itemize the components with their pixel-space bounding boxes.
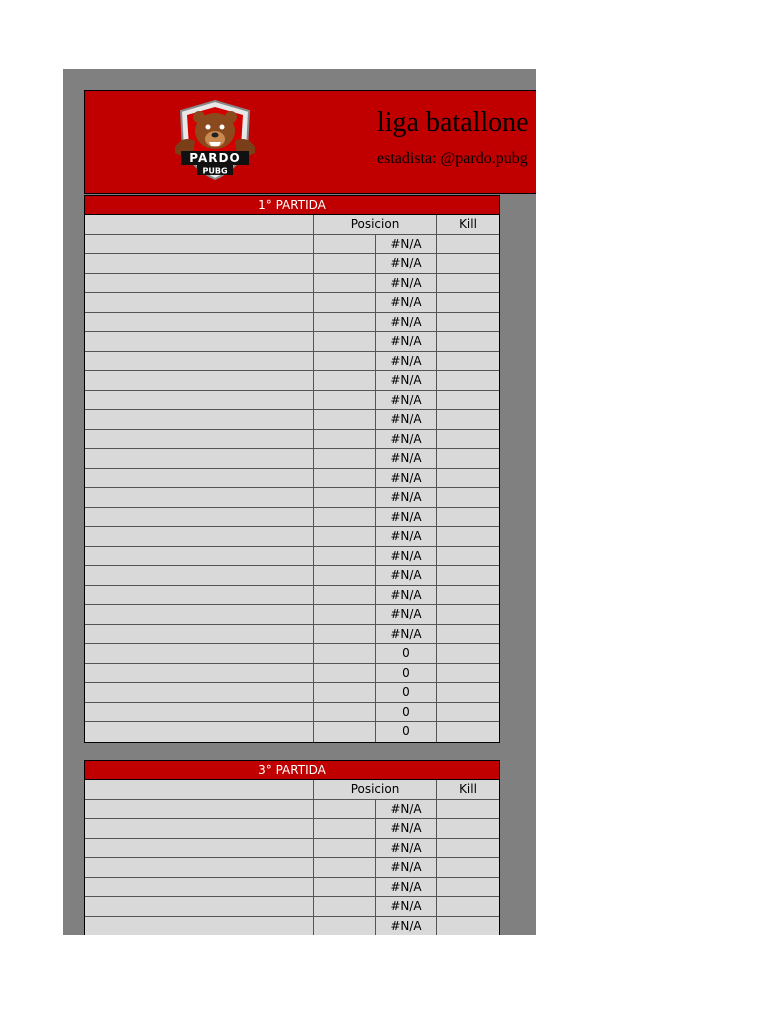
player-name-cell[interactable]: [85, 625, 314, 644]
statistician-credit: estadista: @pardo.pubg: [377, 150, 528, 167]
position-points-cell[interactable]: #N/A: [376, 449, 437, 468]
logo-text-bottom: PUBG: [202, 166, 228, 176]
position-points-cell[interactable]: #N/A: [376, 371, 437, 390]
kill-cell[interactable]: [437, 858, 499, 877]
kill-cell[interactable]: [437, 449, 499, 468]
position-points-cell[interactable]: #N/A: [376, 391, 437, 410]
kill-column-header: Kill: [459, 217, 477, 231]
position-points-cell[interactable]: #N/A: [376, 313, 437, 332]
position-input-cell[interactable]: [314, 235, 376, 254]
position-points-cell[interactable]: #N/A: [376, 625, 437, 644]
table-row: [85, 430, 499, 450]
position-points-cell[interactable]: 0: [376, 644, 437, 663]
position-input-cell[interactable]: [314, 839, 376, 858]
position-points-cell[interactable]: 0: [376, 664, 437, 683]
table-row: [85, 449, 499, 469]
kill-cell[interactable]: [437, 274, 499, 293]
player-name-cell[interactable]: [85, 254, 314, 273]
player-name-cell[interactable]: [85, 819, 314, 838]
position-input-cell[interactable]: [314, 352, 376, 371]
position-input-cell[interactable]: [314, 488, 376, 507]
position-points-cell[interactable]: 0: [376, 703, 437, 722]
kill-cell[interactable]: [437, 235, 499, 254]
table-row: [85, 313, 499, 333]
position-input-cell[interactable]: [314, 644, 376, 663]
player-name-cell[interactable]: [85, 410, 314, 429]
player-name-header: [85, 780, 314, 799]
position-points-cell[interactable]: #N/A: [376, 352, 437, 371]
position-input-cell[interactable]: [314, 625, 376, 644]
kill-cell[interactable]: [437, 391, 499, 410]
player-name-cell[interactable]: [85, 566, 314, 585]
player-name-cell[interactable]: [85, 449, 314, 468]
player-name-cell[interactable]: [85, 274, 314, 293]
position-input-cell[interactable]: [314, 703, 376, 722]
position-points-cell[interactable]: #N/A: [376, 527, 437, 546]
player-name-cell[interactable]: [85, 430, 314, 449]
logo-text-top: PARDO: [189, 151, 241, 165]
kill-cell[interactable]: [437, 547, 499, 566]
pardo-pubg-logo: [167, 97, 263, 185]
position-input-cell[interactable]: [314, 819, 376, 838]
position-input-cell[interactable]: [314, 508, 376, 527]
kill-cell[interactable]: [437, 332, 499, 351]
table-row: [85, 469, 499, 489]
table-row: [85, 858, 499, 878]
position-points-cell[interactable]: #N/A: [376, 819, 437, 838]
kill-cell[interactable]: [437, 819, 499, 838]
player-name-cell[interactable]: [85, 605, 314, 624]
position-points-cell[interactable]: 0: [376, 683, 437, 702]
position-input-cell[interactable]: [314, 605, 376, 624]
player-name-cell[interactable]: [85, 488, 314, 507]
position-input-cell[interactable]: [314, 586, 376, 605]
player-name-cell[interactable]: [85, 293, 314, 312]
position-input-cell[interactable]: [314, 566, 376, 585]
match-3-table: [84, 760, 500, 935]
player-name-cell[interactable]: [85, 664, 314, 683]
position-points-cell[interactable]: #N/A: [376, 430, 437, 449]
match-3-header-row: [85, 780, 499, 800]
table-row: [85, 332, 499, 352]
kill-cell[interactable]: [437, 683, 499, 702]
table-row: [85, 625, 499, 645]
table-row: [85, 800, 499, 820]
league-title: liga batallone: [377, 107, 529, 138]
table-row: [85, 293, 499, 313]
kill-cell[interactable]: [437, 839, 499, 858]
kill-cell[interactable]: [437, 313, 499, 332]
player-name-cell[interactable]: [85, 391, 314, 410]
player-name-cell[interactable]: [85, 352, 314, 371]
player-name-cell[interactable]: [85, 313, 314, 332]
kill-cell[interactable]: [437, 371, 499, 390]
position-points-cell[interactable]: #N/A: [376, 800, 437, 819]
position-points-cell[interactable]: #N/A: [376, 839, 437, 858]
kill-cell[interactable]: [437, 917, 499, 936]
position-input-cell[interactable]: [314, 878, 376, 897]
player-name-header: [85, 215, 314, 234]
player-name-cell[interactable]: [85, 371, 314, 390]
player-name-cell[interactable]: [85, 332, 314, 351]
position-input-cell[interactable]: [314, 722, 376, 742]
kill-cell[interactable]: [437, 508, 499, 527]
player-name-cell[interactable]: [85, 722, 314, 742]
sheet-header: [84, 90, 536, 194]
table-row: [85, 547, 499, 567]
table-row: [85, 371, 499, 391]
kill-cell[interactable]: [437, 430, 499, 449]
position-points-cell[interactable]: #N/A: [376, 566, 437, 585]
table-row: [85, 235, 499, 255]
position-points-cell[interactable]: #N/A: [376, 878, 437, 897]
table-row: [85, 254, 499, 274]
table-row: [85, 703, 499, 723]
kill-cell[interactable]: [437, 566, 499, 585]
position-input-cell[interactable]: [314, 410, 376, 429]
kill-cell[interactable]: [437, 586, 499, 605]
player-name-cell[interactable]: [85, 235, 314, 254]
table-row: [85, 917, 499, 936]
player-name-cell[interactable]: [85, 703, 314, 722]
table-row: [85, 878, 499, 898]
table-row: [85, 664, 499, 684]
kill-cell[interactable]: [437, 722, 499, 742]
position-input-cell[interactable]: [314, 469, 376, 488]
player-name-cell[interactable]: [85, 508, 314, 527]
kill-cell[interactable]: [437, 410, 499, 429]
player-name-cell[interactable]: [85, 547, 314, 566]
position-input-cell[interactable]: [314, 547, 376, 566]
position-points-cell[interactable]: #N/A: [376, 547, 437, 566]
position-input-cell[interactable]: [314, 313, 376, 332]
position-input-cell[interactable]: [314, 683, 376, 702]
kill-cell[interactable]: [437, 644, 499, 663]
position-points-cell[interactable]: #N/A: [376, 274, 437, 293]
position-input-cell[interactable]: [314, 293, 376, 312]
position-input-cell[interactable]: [314, 858, 376, 877]
table-row: [85, 352, 499, 372]
position-points-cell[interactable]: #N/A: [376, 508, 437, 527]
position-points-cell[interactable]: #N/A: [376, 410, 437, 429]
player-name-cell[interactable]: [85, 469, 314, 488]
player-name-cell[interactable]: [85, 683, 314, 702]
position-input-cell[interactable]: [314, 449, 376, 468]
table-row: [85, 897, 499, 917]
player-name-cell[interactable]: [85, 917, 314, 936]
table-row: [85, 586, 499, 606]
table-row: [85, 527, 499, 547]
kill-cell[interactable]: [437, 625, 499, 644]
table-row: [85, 274, 499, 294]
table-row: [85, 605, 499, 625]
player-name-cell[interactable]: [85, 800, 314, 819]
kill-column-header: Kill: [459, 782, 477, 796]
position-points-cell[interactable]: #N/A: [376, 332, 437, 351]
position-input-cell[interactable]: [314, 664, 376, 683]
position-input-cell[interactable]: [314, 800, 376, 819]
kill-cell[interactable]: [437, 254, 499, 273]
player-name-cell[interactable]: [85, 878, 314, 897]
player-name-cell[interactable]: [85, 858, 314, 877]
table-row: [85, 819, 499, 839]
position-points-cell[interactable]: #N/A: [376, 235, 437, 254]
table-row: [85, 488, 499, 508]
position-points-cell[interactable]: #N/A: [376, 469, 437, 488]
position-input-cell[interactable]: [314, 332, 376, 351]
kill-cell[interactable]: [437, 488, 499, 507]
position-points-cell[interactable]: #N/A: [376, 917, 437, 936]
match-3-title: 3° PARTIDA: [85, 761, 499, 780]
position-input-cell[interactable]: [314, 274, 376, 293]
kill-cell[interactable]: [437, 605, 499, 624]
position-points-cell[interactable]: #N/A: [376, 488, 437, 507]
position-input-cell[interactable]: [314, 527, 376, 546]
position-points-cell[interactable]: #N/A: [376, 586, 437, 605]
player-name-cell[interactable]: [85, 527, 314, 546]
table-row: [85, 839, 499, 859]
kill-cell[interactable]: [437, 703, 499, 722]
position-input-cell[interactable]: [314, 917, 376, 936]
table-row: [85, 391, 499, 411]
table-row: [85, 566, 499, 586]
kill-cell[interactable]: [437, 878, 499, 897]
position-points-cell[interactable]: #N/A: [376, 293, 437, 312]
kill-cell[interactable]: [437, 527, 499, 546]
table-row: [85, 410, 499, 430]
position-column-header: Posicion: [314, 215, 437, 234]
kill-cell[interactable]: [437, 664, 499, 683]
position-input-cell[interactable]: [314, 391, 376, 410]
player-name-cell[interactable]: [85, 586, 314, 605]
position-input-cell[interactable]: [314, 254, 376, 273]
spreadsheet-sheet: [63, 69, 536, 935]
position-points-cell[interactable]: #N/A: [376, 858, 437, 877]
position-input-cell[interactable]: [314, 430, 376, 449]
match-1-header-row: [85, 215, 499, 235]
player-name-cell[interactable]: [85, 644, 314, 663]
kill-cell[interactable]: [437, 293, 499, 312]
position-input-cell[interactable]: [314, 897, 376, 916]
table-row: [85, 722, 499, 742]
kill-cell[interactable]: [437, 352, 499, 371]
position-points-cell[interactable]: #N/A: [376, 254, 437, 273]
position-input-cell[interactable]: [314, 371, 376, 390]
position-points-cell[interactable]: #N/A: [376, 605, 437, 624]
position-points-cell[interactable]: #N/A: [376, 897, 437, 916]
player-name-cell[interactable]: [85, 897, 314, 916]
position-points-cell[interactable]: 0: [376, 722, 437, 742]
kill-cell[interactable]: [437, 800, 499, 819]
table-row: [85, 508, 499, 528]
match-1-table: [84, 195, 500, 743]
match-1-title: 1° PARTIDA: [85, 196, 499, 215]
kill-cell[interactable]: [437, 469, 499, 488]
player-name-cell[interactable]: [85, 839, 314, 858]
table-row: [85, 683, 499, 703]
table-row: [85, 644, 499, 664]
position-column-header: Posicion: [314, 780, 437, 799]
kill-cell[interactable]: [437, 897, 499, 916]
